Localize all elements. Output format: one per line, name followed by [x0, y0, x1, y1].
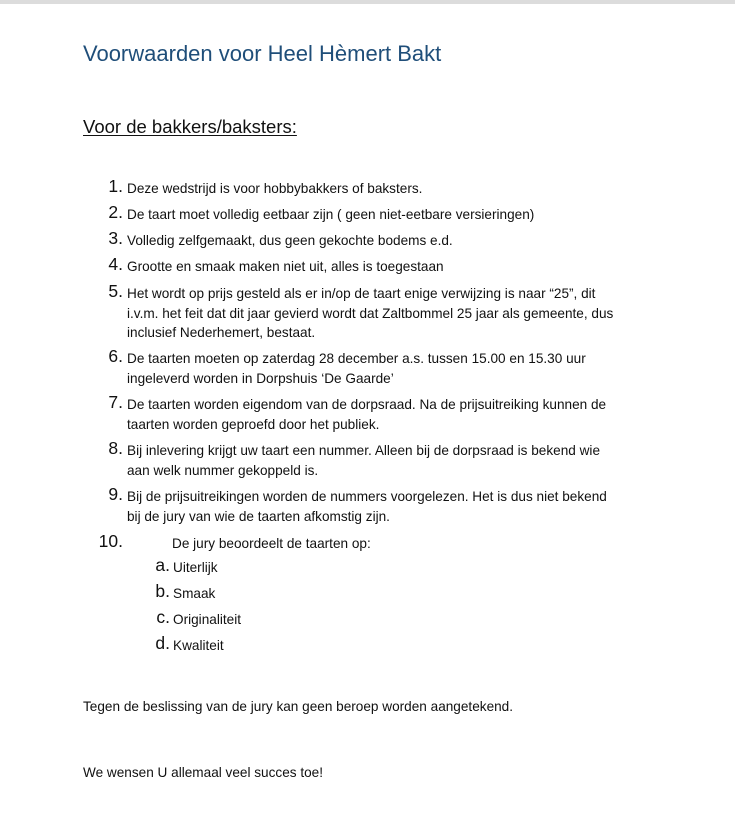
rule-number: 9. — [108, 484, 123, 504]
rule-text-line: Bij de prijsuitreikingen worden de nummers voorgelezen. Het is dus niet bekend — [127, 489, 607, 504]
criterion-letter: b. — [155, 581, 170, 601]
section-heading: Voor de bakkers/baksters: — [83, 116, 297, 137]
rule-number: 1. — [108, 176, 123, 196]
rule-text-line: taarten worden geproefd door het publiek. — [127, 416, 380, 432]
rule-text-line: De taart moet volledig eetbaar zijn ( geen niet-eetbare versieringen) — [127, 207, 535, 222]
rule-number: 2. — [108, 202, 123, 222]
rule-text-line: bij de jury van wie de taarten afkomstig zijn. — [127, 508, 390, 524]
rule-text — [127, 349, 657, 388]
rule-number: 7. — [108, 392, 123, 412]
rule-number: 4. — [108, 254, 123, 274]
criterion-label: Uiterlijk — [173, 560, 218, 575]
criterion-label: Kwaliteit — [173, 638, 224, 653]
rule-text-line: Het wordt op prijs gesteld als er in/op de taart enige verwijzing is naar “25”, dit — [127, 286, 596, 301]
rule-text — [127, 257, 657, 277]
rule-text-line: aan welk nummer gekoppeld is. — [127, 462, 319, 478]
rule-number: 10. — [98, 531, 123, 551]
rule-text-line: ingeleverd worden in Dorpshuis ‘De Gaarde’ — [127, 370, 394, 386]
criterion-label: Originaliteit — [173, 612, 241, 627]
footer-note: Tegen de beslissing van de jury kan geen beroep worden aangetekend. — [83, 699, 514, 714]
rule-text-line: inclusief Nederhemert, bestaat. — [127, 325, 316, 340]
rule-number: 3. — [108, 228, 123, 248]
rule-number: 6. — [108, 346, 123, 366]
criterion-label: Smaak — [173, 586, 216, 601]
criterion-letter: a. — [155, 555, 170, 575]
rule-text — [127, 487, 657, 526]
page-title: Voorwaarden voor Heel Hèmert Bakt — [83, 41, 442, 66]
criterion-letter: d. — [155, 633, 170, 653]
rule-number: 8. — [108, 438, 123, 458]
rule-text-line: Volledig zelfgemaakt, dus geen gekochte bodems e.d. — [127, 233, 453, 248]
rule-text-line: Grootte en smaak maken niet uit, alles is toegestaan — [127, 259, 444, 274]
rule-text — [127, 284, 657, 343]
rule-text — [127, 179, 657, 199]
rule-text — [127, 205, 657, 225]
rule-text — [172, 534, 702, 554]
rule-text-line: De taarten worden eigendom van de dorpsraad. Na de prijsuitreiking kunnen de — [127, 397, 607, 412]
rule-text-line: De jury beoordeelt de taarten op: — [172, 536, 371, 551]
rule-text-line: De taarten moeten op zaterdag 28 december a.s. tussen 15.00 en 15.30 uur — [127, 351, 586, 366]
closing-line: We wensen U allemaal veel succes toe! — [83, 765, 324, 780]
rule-text — [127, 395, 657, 434]
rule-text — [127, 231, 657, 251]
criterion-letter: c. — [156, 607, 170, 627]
rule-number: 5. — [108, 281, 123, 301]
rule-text-line: i.v.m. het feit dat dit jaar gevierd wordt dat Zaltbommel 25 jaar als gemeente, dus — [127, 305, 614, 321]
rule-text — [127, 441, 657, 480]
rule-text-line: Deze wedstrijd is voor hobbybakkers of baksters. — [127, 181, 423, 196]
rule-text-line: Bij inlevering krijgt uw taart een nummer. Alleen bij de dorpsraad is bekend wie — [127, 443, 601, 458]
